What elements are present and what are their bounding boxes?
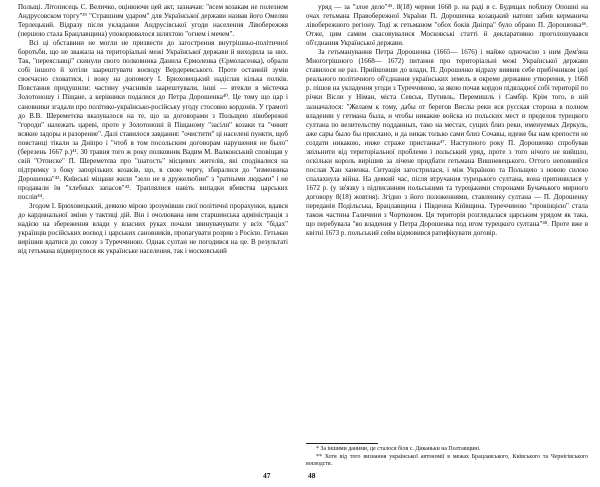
left-page-text [18,3,288,256]
page-number: 48 [308,471,316,480]
paragraph: уряд — за "злое дело"⁴⁵. 8(18) червня 1668 р. на раді в с. Будищах поблизу Опошні на очах гетьмана Правобережної України П. Дорошенка козацький натовп забив керманича лівобережного регіону. Тоді ж гетьманом "обох боків Дніпра" було обрано П. Дорошенка⁴⁶. Отже, цим самим скасовувалися Московські статті й декларативно проголошувався об'єднання Української держави. [306,3,588,48]
footnote-divider [306,443,378,444]
footnote: ** Хотя від того визнання української автономії в межах Брацлавського, Київського та Чернігівського воєводств. [306,453,588,468]
left-page [18,0,288,487]
right-page [306,0,588,487]
paragraph: Польщі. Літописець С. Величко, оцінюючи цей акт, зазначав: "всем козакам не полезном Андрусовском торгу"³⁹ "Страшним ударом" для Української держави назвав його Омелян Терлецький. Відразу після укладання Андрусівської угоди населення Лівобережжя (першою стала Брацлавщина) упокорювалося шляхтою "огнем і мечем". [18,3,288,39]
footnote: * За іншими даними, це сталося біля с. Диканьки на Полтавщині. [316,446,481,452]
right-page-text [306,3,588,238]
footnotes [306,446,588,469]
paragraph: Всі ці обставини не могли не призвести до загострення внутрішньо-політичної боротьби, що не зважала на територіальні межі Української держави й виходила за них. Так, "переяславці" скинули свого полковника Данила Єрмоленка (Єрмоласенка), обрали собі іншого й хотіли заарештувати воєводу Вердеревського. Проте остаиній зумів своєчасно сховатися, і вожу на допомогу І. Брюховецький надіслав кілька полків. Повстання придушили: частину учасників заарештували, інші — втекли в містечка Золотоношу і Піщане, а керівники подалися до Петра Дорошенка⁴⁰. Це тому що цар і сановники згадали про політико-українсько-російську угоду стосовно кордонів. У грамоті до В.В. Шереметєва вказувалося на те, що за договорами з Польщею лівобережні "городи" належать цареві, проте у Золотоноші й Піщаному "засіли" козаки та "чинят всякие задоры и разорение". Далі ставилося завдання: "очистити" ці населені пункти, щоб повстанці тікали за Дніпро і "чтоб в том посольским договорам нарушения не было" (березень 1667 р.)⁴¹. 30 травня того ж року полковник Вадим М. Валконський сповіщав у свій "Отписке" П. Шереметєва про "шатость" місцевих жителів, які сподівалися на підтримку з боку запорізьких козаків, що, в свою чергу, збиралися до "изменника Дорошенка"⁴². Київські міщани жили "зело не в дружелюбии" з "ратными людьми" і не продавали їм "хлебных запасов"⁴³. Траплялися навіть випадки вбивства царських послів⁴⁴. [18,39,288,201]
page-number: 47 [263,471,271,480]
paragraph: За гетьманування Петра Дорошенка (1665— 1676) і майже одночасно з ним Дем'яна Многогрішного (1668— 1672) питання про територіальні межі Української держави ставилося не раз. Прийшовши до влади, П. Дорошенко відразу виявив себе прибічником ідеї реального політичного об'єднання українських земель в окреме державне утворення, у 1668 р. пішов на укладення угоди з Туреччиною, за якою почав кордон підвладної собі території по річки Вісли у Німан, міста Севськ, Путивль, Перемишль і Самбір. Крім того, в ній зазначалося: "Желаем к тому, дабы от берегов Вислы реки вся русская сторона в полном владении у гетмана была, и чтобы никакие войска из польских мест и пределов турецкого султана по велительству подданных, тако на местах, сущих близ реки, именуемых Деркуль, аже сары было бы прислано, и да никак только сами близ Сочавы, идеже бы нам крепости не создати никакою, ниже страже пристанка⁴⁷. Наступного року П. Дорошенко спробував звільнити від територіальної проблеми і польський уряд, проте з того нічого не вийшло, оскільки король вирішив за лічене придбати гетьмана Вишневецького. Оттого неповнийся послав Хан ханенка. Ситуація загострилася, і між Україною та Польщею з новою силою спалахнула війна. На деякий час, після втручання турецького султана, вона припинилася у 1672 р. (у зв'язку з підписанням польськими та турецькими сторонами Бучачького мирного договору 8(18) жовтня). Згідно з його положеннями, ставленику султана — П. Дорошенку переданія Подільська, Брацлавщина і Південна Київщина. Туреччиною "провінцією" стала також частина Галичини з Чортковом. Ця територія розглядалася царським урядом як така, що перебувала "во владения у Петра Дорошенка под игом турецкого султана"⁴⁸. Проте вже в квітні 1673 р. польський сейм відмовився ратифікувати договір. [306,48,588,238]
paragraph: Згодом І. Брюховецький, деякою мірою зрозумівши свої політичні прорахунки, вдався до кардинальної зміни у тактиці дій. Він і очолювана ним старшинська адміністрація з надією на збереження влади у власних руках почали звинувачувати у всіх "бідах" українців російських воєвод і царських сановників, пропагувати розрив з Росією. Гетьман вирішив вдатися до союзу з Туреччиною. Однак султан не погодився на це. В результаті від гетьмана відвернулося як українське населення, так і московський [18,202,288,256]
